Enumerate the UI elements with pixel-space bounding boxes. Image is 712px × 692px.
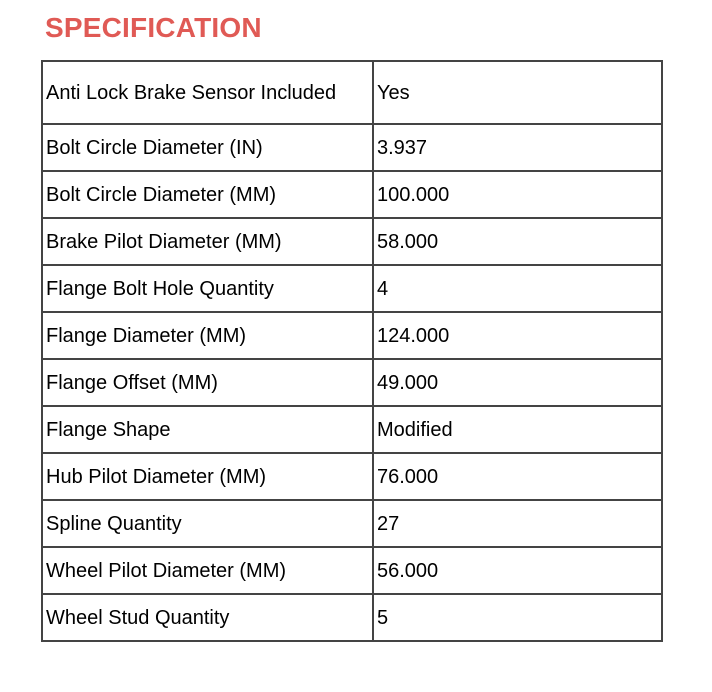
table-row (42, 359, 662, 406)
table-row (42, 265, 662, 312)
table-row (42, 406, 662, 453)
table-row (42, 547, 662, 594)
spec-value-cell: 4 (373, 265, 662, 312)
spec-value-cell: 5 (373, 594, 662, 641)
table-row (42, 453, 662, 500)
spec-name-cell: Bolt Circle Diameter (MM) (42, 171, 373, 218)
table-row (42, 61, 662, 124)
table-row (42, 500, 662, 547)
spec-value-cell: 27 (373, 500, 662, 547)
section-heading: SPECIFICATION (45, 12, 262, 43)
spec-name-cell: Flange Diameter (MM) (42, 312, 373, 359)
specification-table-body (42, 61, 662, 641)
spec-value-cell: 3.937 (373, 124, 662, 171)
spec-value-cell: Modified (373, 406, 662, 453)
table-row (42, 124, 662, 171)
spec-name-cell: Hub Pilot Diameter (MM) (42, 453, 373, 500)
spec-value-cell: 100.000 (373, 171, 662, 218)
spec-name-cell: Flange Offset (MM) (42, 359, 373, 406)
spec-name-cell: Wheel Pilot Diameter (MM) (42, 547, 373, 594)
spec-value-cell: 49.000 (373, 359, 662, 406)
spec-value-cell: 124.000 (373, 312, 662, 359)
spec-name-cell: Anti Lock Brake Sensor Included (42, 61, 373, 124)
spec-name-cell: Bolt Circle Diameter (IN) (42, 124, 373, 171)
table-row (42, 312, 662, 359)
spec-value-cell: 76.000 (373, 453, 662, 500)
spec-name-cell: Flange Shape (42, 406, 373, 453)
table-row (42, 594, 662, 641)
spec-value-cell: 56.000 (373, 547, 662, 594)
spec-name-cell: Wheel Stud Quantity (42, 594, 373, 641)
spec-value-cell: Yes (373, 61, 662, 124)
table-row (42, 171, 662, 218)
spec-name-cell: Brake Pilot Diameter (MM) (42, 218, 373, 265)
spec-value-cell: 58.000 (373, 218, 662, 265)
spec-name-cell: Flange Bolt Hole Quantity (42, 265, 373, 312)
spec-name-cell: Spline Quantity (42, 500, 373, 547)
specification-table (41, 60, 663, 642)
table-row (42, 218, 662, 265)
